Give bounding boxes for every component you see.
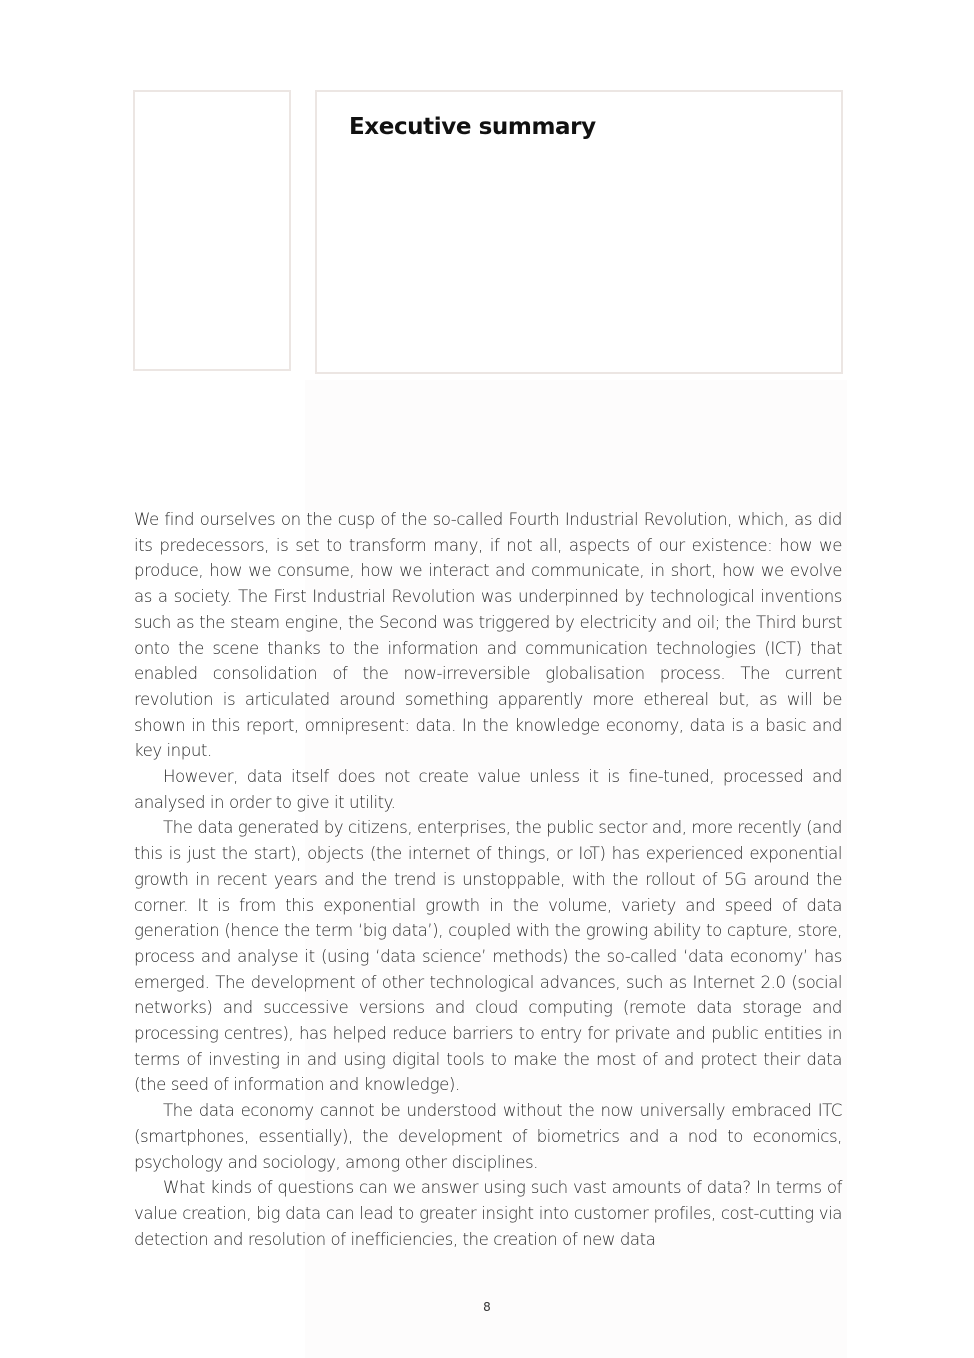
paragraph: What kinds of questions can we answer using such vast amounts of data? In terms of value creation, big data can lead to greater insight into customer profiles, cost-cutting via detection and resolution of inefficiencies, the creation of new data bbox=[134, 1178, 842, 1249]
title-box bbox=[315, 90, 843, 374]
paragraph: However, data itself does not create value unless it is fine-tuned, processed and analysed in order to give it utility. bbox=[134, 767, 842, 812]
sidebar-box bbox=[133, 90, 291, 371]
page-title: Executive summary bbox=[349, 114, 596, 140]
paragraph: The data generated by citizens, enterprises, the public sector and, more recently (and this is just the start), objects (the internet of things, or IoT) has experienced exponential growth in recent years and the trend is unstoppable, with the rollout of 5G around the corner. It is from this exponential growth in the volume, variety and speed of data generation (hence the term ‘big data’), coupled with the growing ability to capture, store, process and analyse it (using ‘data science’ methods) the so-called ‘data economy’ has emerged. The development of other technological advances, such as Internet 2.0 (social networks) and successive versions and cloud computing (remote data storage and processing centres), has helped reduce barriers to entry for private and public entities in terms of investing in and using digital tools to make the most of and protect their data (the seed of information and knowledge). bbox=[134, 818, 842, 1095]
paragraph: The data economy cannot be understood without the now universally embraced ITC (smartphones, essentially), the development of biometrics and a nod to economics, psychology and sociology, among other disciplines. bbox=[134, 1101, 842, 1172]
paragraph: We find ourselves on the cusp of the so-called Fourth Industrial Revolution, which, as did its predecessors, is set to transform many, if not all, aspects of our existence: how we produce, how we consume, how we interact and communicate, in short, how we evolve as a society. The First Industrial Revolution was underpinned by technological inventions such as the steam engine, the Second was triggered by electricity and oil; the Third burst onto the scene thanks to the information and communication technologies (ICT) that enabled consolidation of the now-irreversible globalisation process. The current revolution is articulated around something apparently more ethereal but, as will be shown in this report, omnipresent: data. In the knowledge economy, data is a basic and key input. bbox=[134, 510, 842, 761]
page-number: 8 bbox=[483, 1300, 491, 1314]
body-text bbox=[134, 507, 842, 1252]
